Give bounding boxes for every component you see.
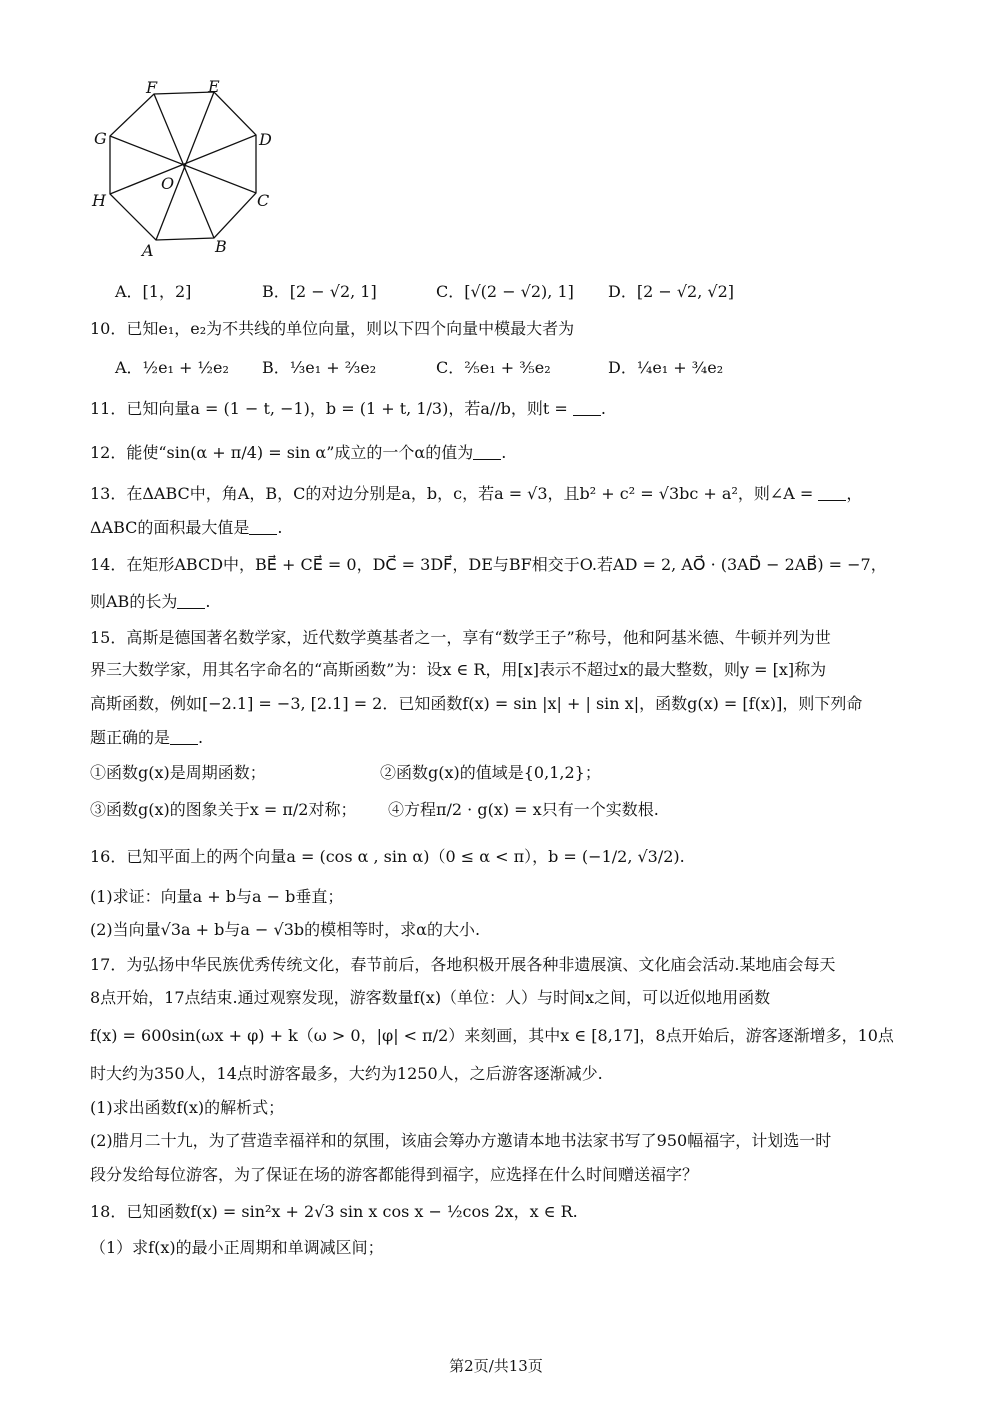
q14-line-1: 14．在矩形ABCD中，BE⃗ + CE⃗ = 0，DC⃗ = 3DF⃗，DE与BF相交于O.若AD = 2, AO⃗ · (3AD⃗ − 2AB⃗) = −7，	[90, 555, 887, 574]
label-F: F	[146, 78, 158, 97]
q11-answer-blank	[573, 399, 601, 416]
q15-answer-blank	[170, 728, 198, 745]
q13-line-1: 13．在ΔABC中，角A，B，C的对边分别是a，b，c，若a = √3，且b² + c² = √3bc + a²，则∠A = ，	[90, 484, 863, 503]
label-E: E	[208, 77, 220, 96]
octagon-figure	[88, 76, 288, 262]
q14-answer-blank	[177, 592, 205, 609]
q17-line-3: f(x) = 600sin(ωx + φ) + k（ω > 0，|φ| < π/2）来刻画，其中x ∈ [8,17]，8点开始后，游客逐渐增多，10点	[90, 1026, 894, 1045]
q13-text-1: 13．在ΔABC中，角A，B，C的对边分别是a，b，c，若a = √3，且b² + c² = √3bc + a²，则∠A =	[90, 484, 819, 503]
q12-text: 12．能使“sin(α + π/4) = sin α”成立的一个α的值为	[90, 443, 474, 462]
q17-line-4: 时大约为350人，14点时游客最多，大约为1250人，之后游客逐渐减少.	[90, 1064, 603, 1083]
q14-line-2: 则AB的长为 .	[90, 592, 211, 611]
q10-option-d: D．¼e₁ + ¾e₂	[608, 358, 724, 377]
q16-part-1: (1)求证：向量a + b与a − b垂直；	[90, 887, 344, 906]
q16-stem: 16．已知平面上的两个向量a = (cos α , sin α)（0 ≤ α < π），b = (−1/2, √3/2).	[90, 847, 685, 866]
q13-line-2: ΔABC的面积最大值是 .	[90, 518, 283, 537]
q17-part-1: (1)求出函数f(x)的解析式；	[90, 1098, 285, 1117]
q18-part-1: （1）求f(x)的最小正周期和单调减区间；	[90, 1238, 384, 1257]
q17-line-2: 8点开始，17点结束.通过观察发现，游客数量f(x)（单位：人）与时间x之间，可以近似地用函数	[90, 988, 771, 1007]
q15-line-3: 高斯函数，例如[−2.1] = −3, [2.1] = 2．已知函数f(x) = sin |x| + | sin x|，函数g(x) = [f(x)]，则下列命	[90, 694, 863, 713]
q15-line-4: 题正确的是 .	[90, 728, 204, 747]
q15-line-1: 15．高斯是德国著名数学家，近代数学奠基者之一，享有“数学王子”称号，他和阿基米德、牛顿并列为世	[90, 628, 831, 647]
page-footer: 第2页/共13页	[449, 1357, 543, 1375]
q12-line: 12．能使“sin(α + π/4) = sin α”成立的一个α的值为 .	[90, 443, 507, 462]
q14-text-2: 则AB的长为	[90, 592, 178, 611]
q10-option-c: C．⅖e₁ + ⅗e₂	[436, 358, 551, 377]
q17-part-2-line-1: (2)腊月二十九，为了营造幸福祥和的氛围，该庙会筹办方邀请本地书法家书写了950幅福字，计划选一时	[90, 1131, 832, 1150]
octagon-outline	[110, 92, 256, 240]
q18-stem: 18．已知函数f(x) = sin²x + 2√3 sin x cos x − ½cos 2x，x ∈ R.	[90, 1202, 578, 1221]
q15-item-1: ①函数g(x)是周期函数；	[90, 763, 266, 782]
q17-part-2-line-2: 段分发给每位游客，为了保证在场的游客都能得到福字，应选择在什么时间赠送福字？	[90, 1165, 699, 1184]
q13-area-blank	[249, 518, 277, 535]
q15-line-2: 界三大数学家，用其名字命名的“高斯函数”为：设x ∈ R，用[x]表示不超过x的最大整数，则y = [x]称为	[90, 660, 827, 679]
label-B: B	[215, 237, 227, 256]
q15-item-3: ③函数g(x)的图象关于x = π/2对称；	[90, 800, 357, 819]
q13-angle-blank	[818, 484, 846, 501]
q15-text-4: 题正确的是	[90, 728, 171, 747]
label-A: A	[142, 241, 154, 260]
q11-text: 11．已知向量a = (1 − t, −1)，b = (1 + t, 1/3)，若a//b，则t =	[90, 399, 573, 418]
q11-line: 11．已知向量a = (1 − t, −1)，b = (1 + t, 1/3)，若a//b，则t = .	[90, 399, 606, 418]
q10-option-a: A．½e₁ + ½e₂	[115, 358, 229, 377]
q10-option-b: B．⅓e₁ + ⅔e₂	[262, 358, 377, 377]
q16-part-2: (2)当向量√3a + b与a − √3b的模相等时，求α的大小.	[90, 920, 481, 939]
q12-answer-blank	[473, 443, 501, 460]
q9-option-c: C．[√(2 − √2), 1]	[436, 282, 574, 301]
label-O: O	[161, 174, 175, 193]
q10-stem: 10．已知e₁，e₂为不共线的单位向量，则以下四个向量中模最大者为	[90, 319, 575, 338]
q15-item-4: ④方程π/2 · g(x) = x只有一个实数根.	[388, 800, 659, 819]
q9-option-b: B．[2 − √2, 1]	[262, 282, 377, 301]
label-G: G	[94, 129, 107, 148]
label-H: H	[92, 191, 106, 210]
q15-item-2: ②函数g(x)的值域是{0,1,2}；	[380, 763, 601, 782]
q13-text-2: ΔABC的面积最大值是	[90, 518, 250, 537]
label-D: D	[259, 130, 272, 149]
q9-option-a: A．[1，2]	[115, 282, 192, 301]
q17-line-1: 17．为弘扬中华民族优秀传统文化，春节前后，各地积极开展各种非遗展演、文化庙会活动.某地庙会每天	[90, 955, 836, 974]
label-C: C	[257, 191, 270, 210]
q9-option-d: D．[2 − √2, √2]	[608, 282, 734, 301]
